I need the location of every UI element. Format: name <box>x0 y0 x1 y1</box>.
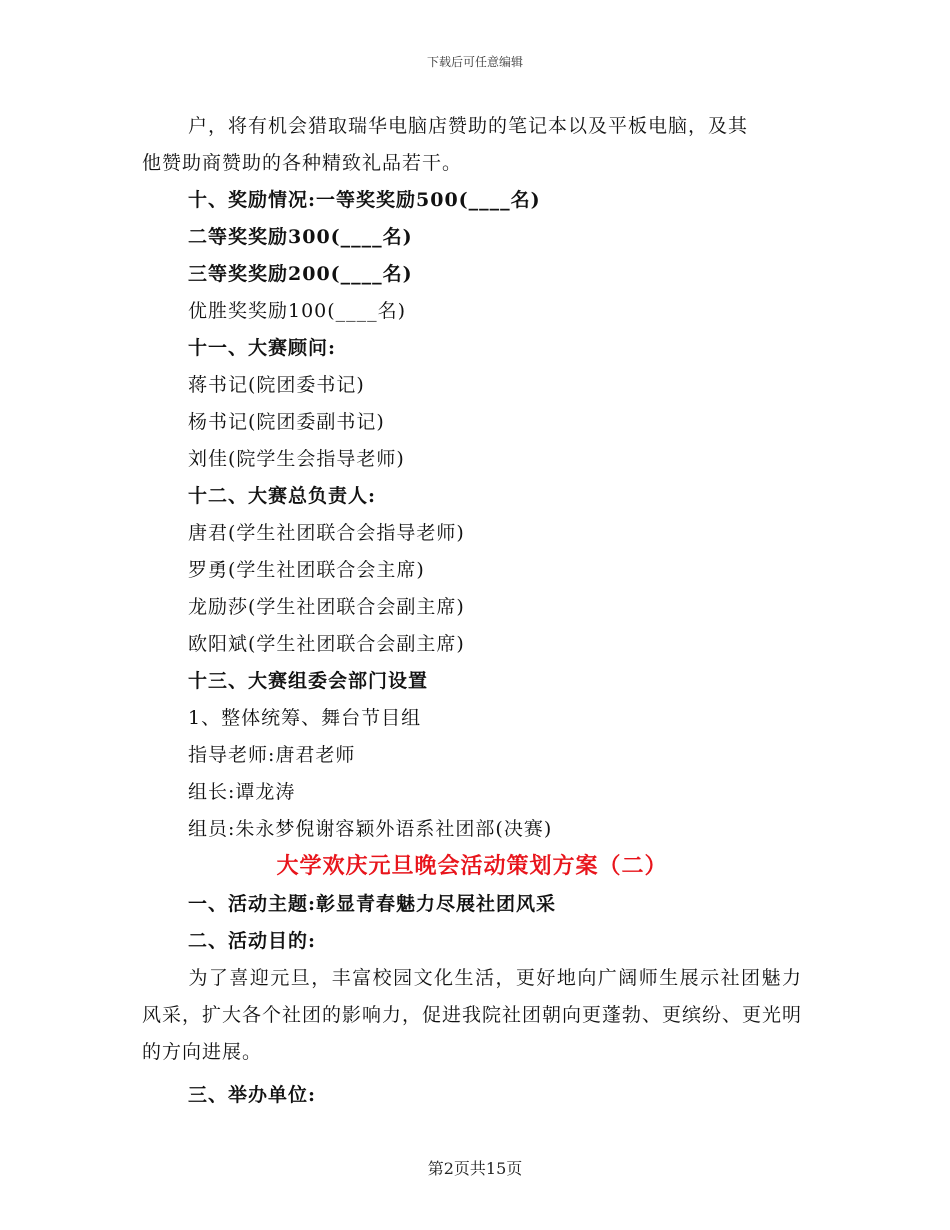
section-title: 大学欢庆元旦晚会活动策划方案（二） <box>276 853 668 879</box>
department-item: 1、整体统筹、舞台节目组 <box>188 707 422 729</box>
award-heading: 十、奖励情况:一等奖奖励500(____名) <box>188 189 541 211</box>
departments-heading: 十三、大赛组委会部门设置 <box>188 670 429 692</box>
leader-item: 唐君(学生社团联合会指导老师) <box>188 522 465 544</box>
department-item: 指导老师:唐君老师 <box>188 744 356 766</box>
leader-item: 欧阳斌(学生社团联合会副主席) <box>188 633 465 655</box>
advisors-heading: 十一、大赛顾问: <box>188 337 337 359</box>
leader-item: 龙励莎(学生社团联合会副主席) <box>188 596 465 618</box>
page-footer: 第2页共15页 <box>427 1159 523 1178</box>
paragraph-line: 他赞助商赞助的各种精致礼品若干。 <box>142 152 463 174</box>
document-body <box>142 108 802 1114</box>
advisor-item: 蒋书记(院团委书记) <box>188 374 365 396</box>
advisor-item: 刘佳(院学生会指导老师) <box>188 448 405 470</box>
advisor-item: 杨书记(院团委副书记) <box>188 411 385 433</box>
leaders-heading: 十二、大赛总负责人: <box>188 485 377 507</box>
theme-heading: 一、活动主题:彰显青春魅力尽展社团风采 <box>188 893 557 915</box>
purpose-paragraph-text: 为了喜迎元旦，丰富校园文化生活，更好地向广阔师生展示社团魅力风采，扩大各个社团的影响力，促进我院社团朝向更蓬勃、更缤纷、更光明的方向进展。 <box>142 967 803 1063</box>
organizer-heading: 三、举办单位: <box>188 1084 317 1106</box>
award-merit: 优胜奖奖励100(____名) <box>188 300 407 322</box>
page-header: 下载后可任意编辑 <box>426 55 523 69</box>
purpose-heading: 二、活动目的: <box>188 930 317 952</box>
leader-item: 罗勇(学生社团联合会主席) <box>188 559 425 581</box>
paragraph-line: 户，将有机会猎取瑞华电脑店赞助的笔记本以及平板电脑，及其 <box>188 115 749 137</box>
award-second: 二等奖奖励300(____名) <box>188 226 413 248</box>
purpose-paragraph <box>142 960 802 1071</box>
award-third: 三等奖奖励200(____名) <box>188 263 413 285</box>
department-item: 组员:朱永梦倪谢容颖外语系社团部(决赛) <box>188 818 553 840</box>
department-item: 组长:谭龙涛 <box>188 781 296 803</box>
